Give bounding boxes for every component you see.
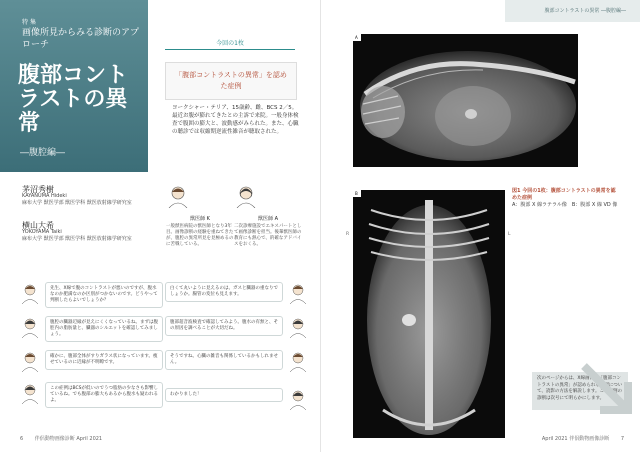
figure-tag-b: B: [355, 191, 358, 196]
chat-message: [20, 316, 163, 342]
chat-message: [20, 282, 163, 308]
title-block: [0, 0, 148, 172]
vet-a-avatar-icon: [288, 316, 308, 338]
chat-message: [20, 382, 163, 408]
author-name: 茅沼秀樹: [22, 185, 54, 194]
caption-title: [512, 188, 620, 202]
chat-bubble: この症例はBCSが低いのでうつ脂肪の少なさも影響しているね。でも腹部の膨大もあるから腹水も疑われるよ。: [45, 382, 163, 408]
vet-k-profile: [166, 184, 234, 248]
chat-bubble: 腹部超音波検査で確認してみよう。腹水の有無と、その原因を調べることが大切だね。: [165, 316, 283, 336]
vet-a-icon: [234, 184, 258, 208]
author-name: 横山大希: [22, 221, 54, 230]
chat-bubble: 先生、X線で腹のコントラストが悪いのですが、腹水なのか肥満なのか区別がつかないのです。どうやって判断したらよいでしょうか？: [45, 282, 163, 308]
page-number: 7: [620, 436, 624, 442]
chat-message: [165, 388, 308, 410]
page-number-left: [20, 435, 102, 442]
author-roman: KAYANUMA Hideki: [22, 193, 67, 199]
author-affiliation: 麻布大学 獣医学部 獣医学科 獣医放射線学研究室: [22, 236, 132, 242]
xray-vd-image: [353, 190, 505, 438]
chat-bubble: 白くて丸いように見えるのは、ガスと臓器の重なりでしょうか。腸管の変位も見えます。: [165, 282, 283, 302]
next-page-box: 次のページからは、X線画像で「腹部コントラストの異常」が認められる症例について、読影の方法を解説します。この症例の診断は次号にて明らかにします。: [532, 372, 628, 410]
vet-a-desc: 二次診療施設でエキスパートとして画像診断を担当。後輩獣医師の教育にも熱心で、的確なアドバイスをおくる。: [234, 224, 302, 247]
vet-k-avatar-icon: [288, 350, 308, 372]
xray-right-marker: R: [346, 232, 350, 237]
chat-bubble: わかりました！: [165, 388, 283, 402]
running-head: 腹部コントラストの異常 ―腹腔編―: [505, 0, 640, 22]
author-1: [22, 186, 132, 207]
page-footer: 伴侶動物画像診断 April 2021: [34, 436, 103, 442]
vet-k-avatar-icon: [288, 282, 308, 304]
vet-a-avatar-icon: [288, 388, 308, 410]
figure-tag-a: A: [355, 35, 358, 40]
caption-body: A：腹部 X 線ラテラル像 B：腹部 X 線 VD 像: [512, 202, 618, 208]
xray-vd-drawing: [353, 190, 505, 438]
vet-a-profile: [234, 184, 302, 248]
page-footer: April 2021 伴侶動物画像診断: [541, 436, 610, 442]
vet-k-name: 獣医師 K: [190, 216, 210, 222]
vet-k-desc: 一般獣医病院の獣医師となり3年目。画像診断の経験を重ねてきたが、腹腔の異常所見を見極めるのに苦戦している。: [166, 224, 234, 247]
author-roman: YOKOYAMA Taiki: [22, 229, 62, 235]
finding-title-box: [165, 62, 297, 100]
chat-message: [165, 350, 308, 372]
chat-message: [165, 316, 308, 338]
xray-lateral-image: [353, 34, 578, 167]
vet-a-name: 獣医師 A: [257, 216, 278, 222]
series-label: 特集: [22, 19, 39, 26]
finding-title: 「腹部コントラストの異常」を認めた症例: [175, 71, 287, 90]
author-2: [22, 222, 132, 243]
chat-bubble: 腹腔の臓器辺縁が見えにくくなっているね。まずは腹腔内の脂肪量と、臓器のシルエットを確認してみましょう。: [45, 316, 163, 342]
xray-left-marker: L: [508, 232, 511, 237]
vet-k-icon: [166, 184, 190, 208]
xray-lateral-drawing: [353, 34, 578, 167]
caption-heading: 今回の1枚：腹部コントラストの異常を認めた症例: [512, 188, 616, 201]
arrow-icon: [580, 362, 632, 418]
author-affiliation: 麻布大学 獣医学部 獣医学科 獣医放射線学研究室: [22, 200, 132, 206]
chat-bubble: 確かに、腹部全体がすりガラス状になっています。痩せているのに辺縁が不明瞭です。: [45, 350, 163, 370]
figure-caption: [512, 188, 620, 209]
vet-a-avatar-icon: [20, 382, 40, 404]
chat-message: [20, 350, 163, 372]
caption-number: 図1: [512, 188, 521, 194]
section-label: 今回の1枚: [165, 38, 295, 50]
case-description: ヨークシャー・テリア、15歳齢、雌、BCS 2／5。最近お腹が膨れてきたとの主訴で来院。一般身体検査で腹囲の膨大と、波動感がみられた。また、心臓の聴診では収縮期逆流性雑音が聴取された。: [172, 105, 299, 135]
page-number: 6: [20, 436, 24, 442]
article-title: 腹部コントラストの異常: [18, 63, 129, 136]
vet-a-avatar-icon: [20, 316, 40, 338]
vet-k-avatar-icon: [20, 350, 40, 372]
article-subtitle: 画像所見からみる診断のアプローチ: [22, 28, 140, 50]
page-number-right: [542, 435, 624, 442]
chat-message: [165, 282, 308, 304]
vet-k-avatar-icon: [20, 282, 40, 304]
article-subtitle-2: ―腹腔編―: [20, 148, 66, 158]
chat-bubble: そうですね。心臓の雑音も関係しているかもしれません。: [165, 350, 283, 370]
